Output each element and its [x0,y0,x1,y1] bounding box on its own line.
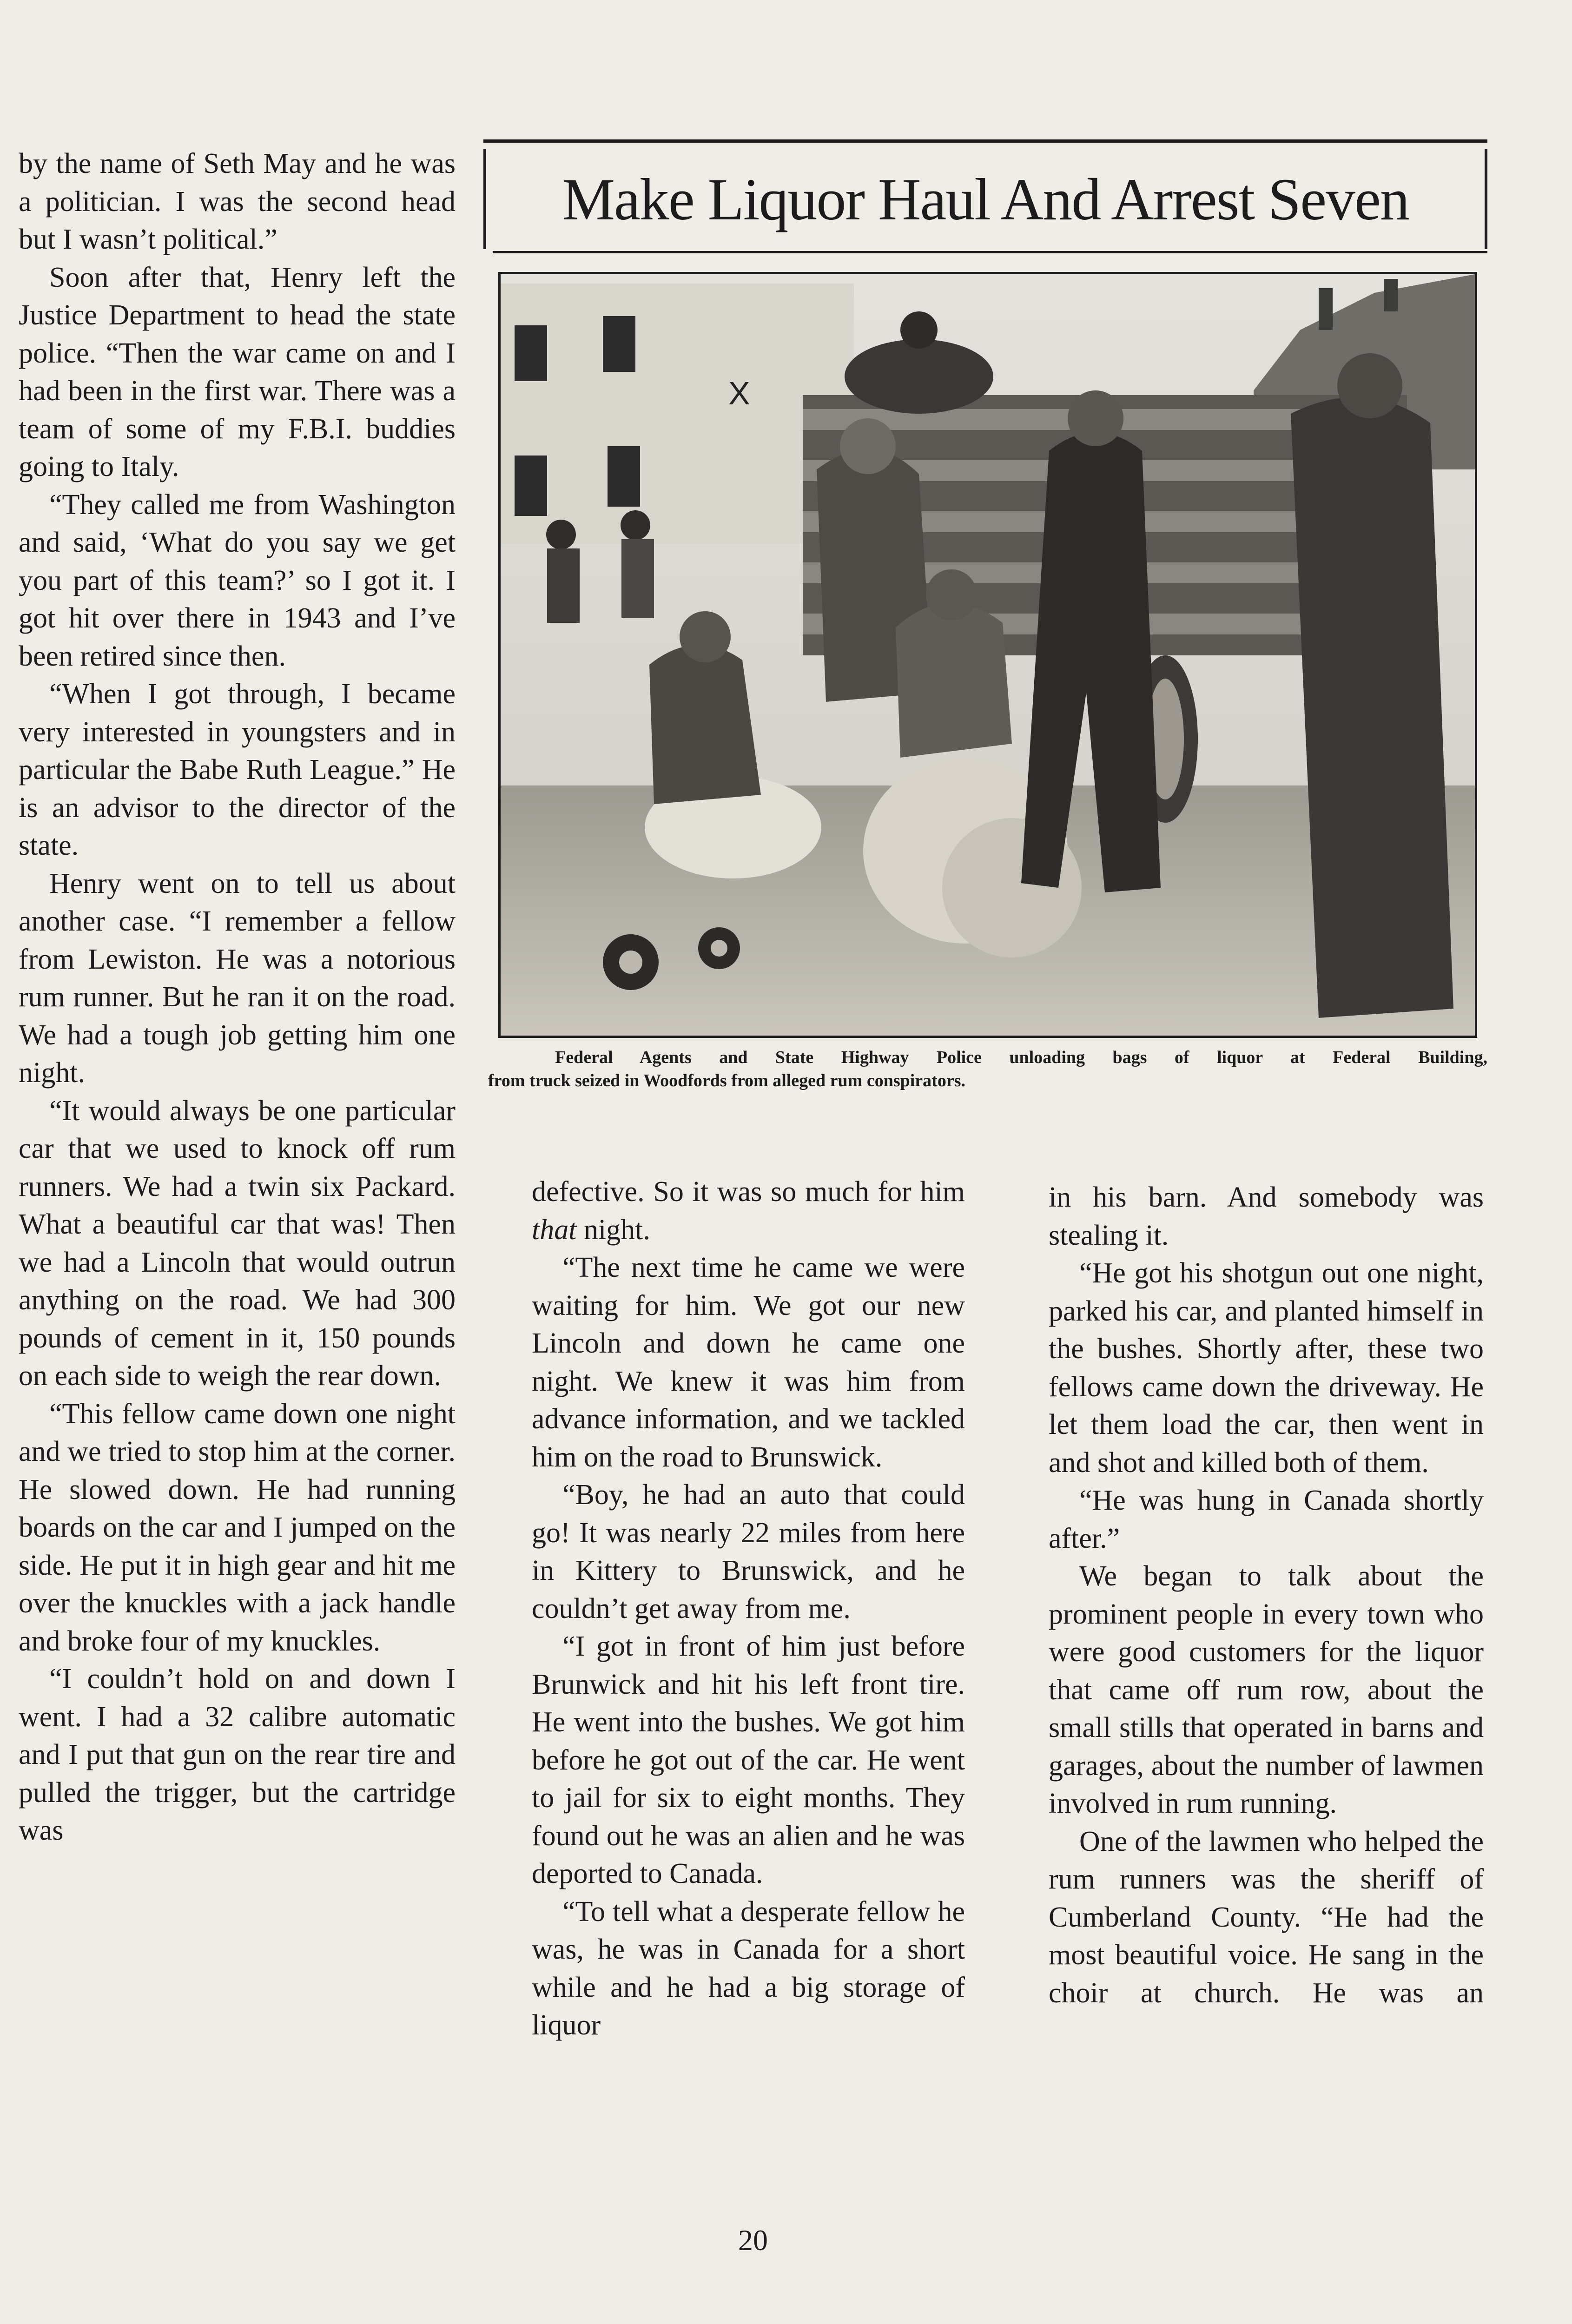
caption-line-2: from truck seized in Woodfords from alleged rum conspirators. [488,1071,965,1090]
article-paragraph: One of the lawmen who helped the rum runners was the sheriff of Cumberland County. “He had the most beautiful voice. He sang in the choir at church. He was an [1049,1825,1484,2009]
article-column-right [1049,1179,1484,2012]
article-paragraph: Soon after that, Henry left the Justice Department to head the state police. “Then the war came on and I had been in the first war. There was a team of some of my F.B.I. buddies going to Italy. [19,261,456,482]
headline: Make Liquor Haul And Arrest Seven [562,166,1409,232]
page-number: 20 [738,2224,768,2257]
photo-illustration [501,274,1475,1036]
article-paragraph: “When I got through, I became very interested in youngsters and in particular the Babe Ruth League.” He is an advisor to the director of the state. [19,678,456,861]
article-column-left [19,145,456,1850]
photo-x-marker: X [728,375,750,411]
news-photograph [498,272,1477,1038]
article-paragraph: “He got his shotgun out one night, parked his car, and planted himself in the bushes. Shortly after, these two fellows came down the driveway. He let them load the car, then went in and shot and killed both of them. [1049,1257,1484,1479]
caption-line-1: Federal Agents and State Highway Police unloading bags of liquor at Federal Building, [555,1048,1487,1067]
photo-caption [488,1046,1487,1092]
paragraph-text: defective. So it was so much for him [532,1176,965,1208]
paragraph-text-after: night. [576,1214,650,1246]
article-paragraph: We began to talk about the prominent people in every town who were good customers for the liquor that came off rum row, about the small stills that operated in barns and garages, about the number of lawmen involved in rum running. [1049,1560,1484,1819]
headline-bottom-rule [493,251,1487,253]
paragraph-emphasis: that [532,1214,577,1246]
article-paragraph: in his barn. And somebody was stealing it. [1049,1182,1484,1251]
article-paragraph: “I got in front of him just before Brunwick and hit his left front tire. He went into the bushes. We got him before he got out of the car. He went to jail for six to eight months. They found out he was an alien and he was deported to Canada. [532,1631,965,1889]
headline-top-rule [483,139,1487,143]
article-paragraph [532,1173,965,1249]
article-paragraph: “The next time he came we were waiting for him. We got our new Lincoln and down he came one night. We knew it was him from advance information, and we tackled him on the road to Brunswick. [532,1252,965,1473]
article-paragraph: “Boy, he had an auto that could go! It was nearly 22 miles from here in Kittery to Brunswick, and he couldn’t get away from me. [532,1479,965,1624]
article-paragraph: by the name of Seth May and he was a politician. I was the second head but I wasn’t political.” [19,148,456,255]
article-paragraph: “This fellow came down one night and we tried to stop him at the corner. He slowed down. He had running boards on the car and I jumped on the side. He put it in high gear and hit me over the knuckles with a jack handle and broke four of my knuckles. [19,1398,456,1657]
article-paragraph: “I couldn’t hold on and down I went. I had a 32 calibre automatic and I put that gun on the rear tire and pulled the trigger, but the cartridge was [19,1663,456,1846]
article-paragraph: “It would always be one particular car that we used to knock off rum runners. We had a twin six Packard. What a beautiful car that was! Then we had a Lincoln that would outrun anything on the road. We had 300 pounds of cement in it, 150 pounds on each side to weigh the rear down. [19,1095,456,1392]
article-paragraph: Henry went on to tell us about another case. “I remember a fellow from Lewiston. He was a notorious rum runner. But he ran it on the road. We had a tough job getting him one night. [19,867,456,1089]
article-paragraph: “He was hung in Canada shortly after.” [1049,1485,1484,1554]
headline-box [483,139,1487,254]
article-paragraph: “They called me from Washington and said, ‘What do you say we get you part of this team?’ so I got it. I got hit over there in 1943 and I’ve been retired since then. [19,489,456,672]
article-paragraph: “To tell what a desperate fellow he was, he was in Canada for a short while and he had a big storage of liquor [532,1895,965,2041]
background-building [501,284,854,544]
article-column-middle [532,1173,965,2045]
